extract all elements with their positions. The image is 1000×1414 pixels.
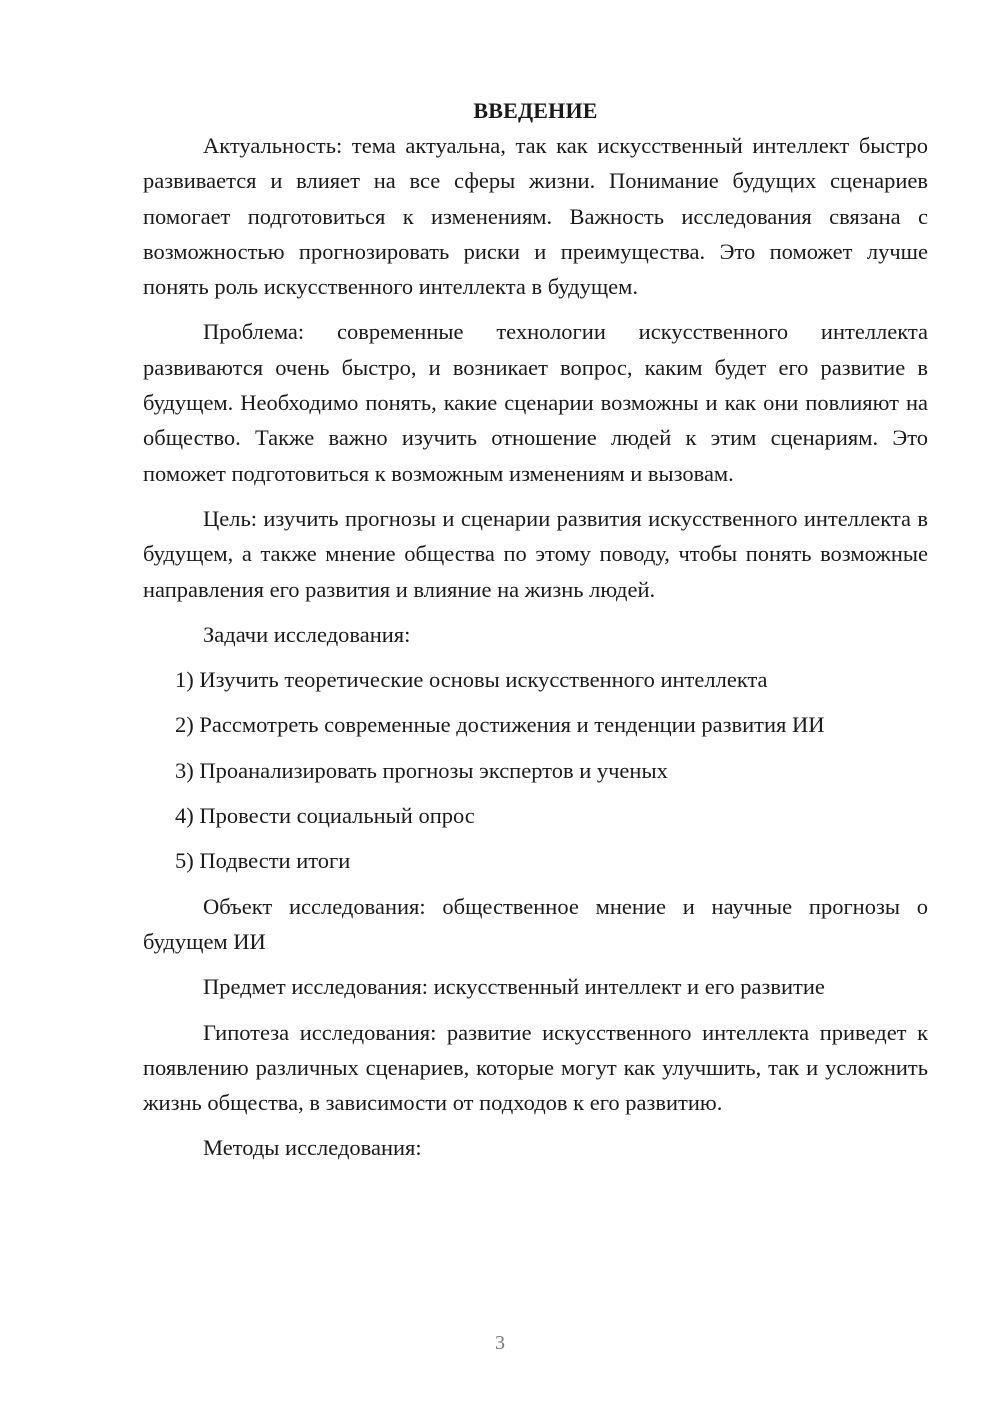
list-item: 2) Рассмотреть современные достижения и тенденции развития ИИ [175,712,825,738]
problem-paragraph: Проблема: современные технологии искусственного интеллекта развиваются очень быстро, и возникает вопрос, каким будет его развитие в будущем. Необходимо понять, какие сценарии возможны и как они повлияют на общество. Также важно изучить отношение людей к этим сценариям. Это поможет подготовиться к возможным изменениям и вызовам. [143,319,928,486]
page-content [143,93,928,1176]
methods-heading: Методы исследования: [203,1135,422,1161]
page-number: 3 [495,1332,505,1354]
list-item: 4) Провести социальный опрос [175,803,475,829]
list-item: 3) Проанализировать прогнозы экспертов и ученых [175,757,668,783]
list-item: 1) Изучить теоретические основы искусственного интеллекта [175,667,768,693]
relevance-paragraph: Актуальность: тема актуальна, так как искусственный интеллект быстро развивается и влияет на все сферы жизни. Понимание будущих сценариев помогает подготовиться к изменениям. Важность исследования связана с возможностью прогнозировать риски и преимущества. Это поможет лучше понять роль искусственного интеллекта в будущем. [143,133,928,300]
tasks-list [143,662,928,878]
page-title: ВВЕДЕНИЕ [473,98,598,123]
subject-paragraph: Предмет исследования: искусственный интеллект и его развитие [203,974,825,1000]
goal-paragraph: Цель: изучить прогнозы и сценарии развития искусственного интеллекта в будущем, а также мнение общества по этому поводу, чтобы понять возможные направления его развития и влияние на жизнь людей. [143,505,928,602]
hypothesis-paragraph: Гипотеза исследования: развитие искусственного интеллекта приведет к появлению различных сценариев, которые могут как улучшить, так и усложнить жизнь общества, в зависимости от подходов к его развитию. [143,1019,928,1116]
list-item: 5) Подвести итоги [175,848,351,874]
tasks-heading: Задачи исследования: [203,621,411,647]
object-paragraph: Объект исследования: общественное мнение и научные прогнозы о будущем ИИ [143,893,928,954]
